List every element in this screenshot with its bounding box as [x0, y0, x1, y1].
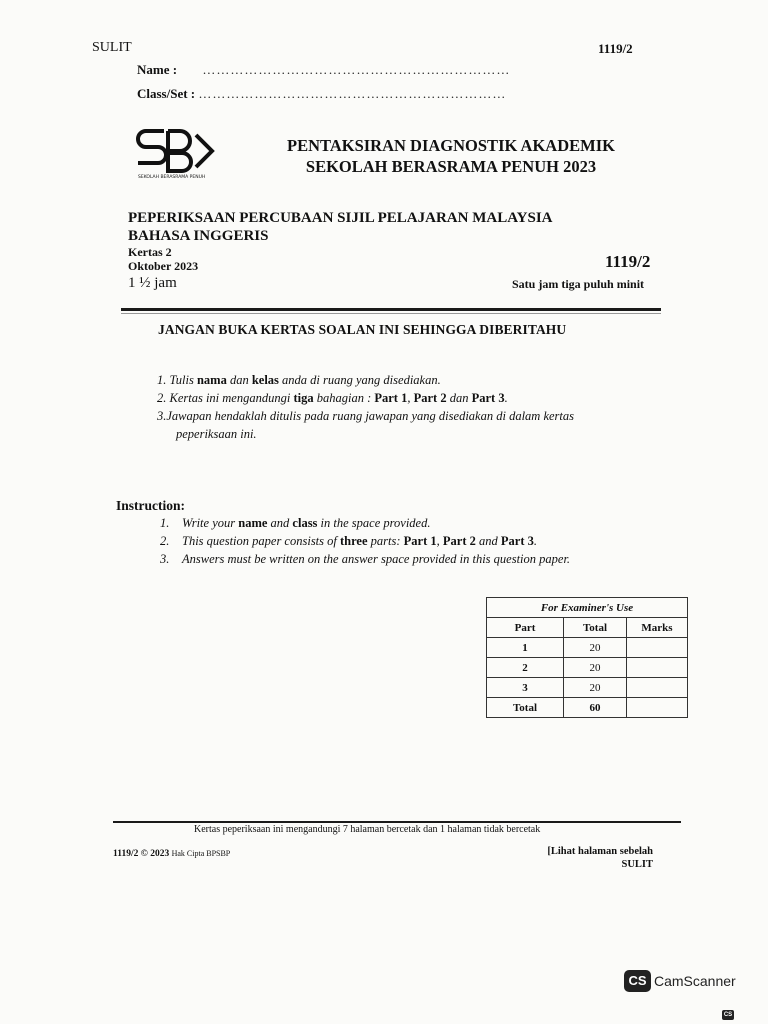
camscanner-watermark	[624, 970, 736, 992]
malay-instruction-1: 1. Tulis nama dan kelas anda di ruang yang disediakan.	[157, 373, 441, 387]
footer-next-page	[533, 845, 653, 871]
instruction-3: 3. Answers must be written on the answer space provided in this question paper.	[160, 552, 571, 566]
divider-thick	[121, 308, 661, 311]
footer-divider	[113, 821, 681, 823]
marks-cell	[627, 698, 688, 718]
footer-code: 1119/2 © 2023	[113, 849, 172, 859]
part-cell: 3	[487, 678, 564, 698]
table-row	[487, 698, 688, 718]
marks-cell	[627, 638, 688, 658]
table-row	[487, 678, 688, 698]
examiner-use-table	[486, 597, 688, 718]
name-field	[137, 62, 510, 78]
malay-instruction-3: 3.Jawapan hendaklah ditulis pada ruang jawapan yang disediakan di dalam kertas	[157, 409, 574, 423]
exam-month: Oktober 2023	[128, 259, 199, 273]
marks-cell	[627, 658, 688, 678]
logo-caption: SEKOLAH BERASRAMA PENUH	[138, 175, 206, 180]
footer-copyright: Hak Cipta BPSBP	[171, 849, 231, 858]
examiner-table-header-row	[487, 618, 688, 638]
table-row	[487, 658, 688, 678]
english-instructions	[160, 514, 570, 568]
divider-thin	[121, 313, 661, 314]
do-not-open-warning: JANGAN BUKA KERTAS SOALAN INI SEHINGGA DIBERITAHU	[158, 322, 567, 337]
total-cell: 20	[564, 638, 627, 658]
assessment-title-line2: SEKOLAH BERASRAMA PENUH 2023	[305, 157, 597, 176]
next-page-label: [Lihat halaman sebelah	[547, 846, 653, 857]
exam-subject: BAHASA INGGERIS	[128, 228, 269, 244]
part-cell: 1	[487, 638, 564, 658]
sulit-label-bottom: SULIT	[621, 859, 653, 870]
class-field	[137, 86, 506, 102]
page-count-note: Kertas peperiksaan ini mengandungi 7 halaman bercetak dan 1 halaman tidak bercetak	[194, 824, 541, 835]
copyright-line	[113, 849, 230, 859]
examiner-table-heading: For Examiner's Use	[487, 598, 688, 618]
malay-instruction-3-cont: peperiksaan ini.	[176, 427, 257, 441]
malay-instruction-2: 2. Kertas ini mengandungi tiga bahagian : Part 1, Part 2 dan Part 3.	[157, 391, 508, 405]
col-header-marks: Marks	[627, 618, 688, 638]
col-header-total: Total	[564, 618, 627, 638]
exam-duration: 1 ½ jam	[128, 275, 177, 291]
exam-info	[128, 209, 553, 273]
assessment-title-line1: PENTAKSIRAN DIAGNOSTIK AKADEMIK	[287, 136, 615, 155]
camscanner-icon: CS	[624, 970, 651, 992]
table-row	[487, 638, 688, 658]
assessment-title	[268, 135, 634, 177]
camscanner-label: CamScanner	[654, 973, 736, 989]
total-cell: 60	[564, 698, 627, 718]
malay-instructions	[157, 371, 657, 443]
paper-code-top: 1119/2	[598, 41, 633, 56]
exam-duration-words: Satu jam tiga puluh minit	[512, 277, 645, 291]
total-cell: 20	[564, 678, 627, 698]
instruction-heading: Instruction:	[116, 498, 186, 513]
exam-title: PEPERIKSAAN PERCUBAAN SIJIL PELAJARAN MALAYSIA	[128, 210, 553, 226]
col-header-part: Part	[487, 618, 564, 638]
name-dotted-line: …………………………………………………………	[202, 62, 511, 77]
sulit-label-top: SULIT	[92, 40, 132, 55]
class-label: Class/Set :	[137, 86, 196, 101]
marks-cell	[627, 678, 688, 698]
class-dotted-line: …………………………………………………………	[198, 86, 507, 101]
instruction-2: 2. This question paper consists of three parts: Part 1, Part 2 and Part 3.	[160, 534, 537, 548]
total-cell: 20	[564, 658, 627, 678]
paper-code-right: 1119/2	[605, 252, 651, 271]
camscanner-small-icon: CS	[723, 1012, 733, 1018]
instruction-1: 1. Write your name and class in the space provided.	[160, 516, 431, 530]
part-cell: 2	[487, 658, 564, 678]
sbp-logo-icon	[134, 125, 226, 181]
exam-paper: Kertas 2	[128, 245, 172, 259]
part-cell: Total	[487, 698, 564, 718]
name-label: Name :	[137, 62, 178, 77]
